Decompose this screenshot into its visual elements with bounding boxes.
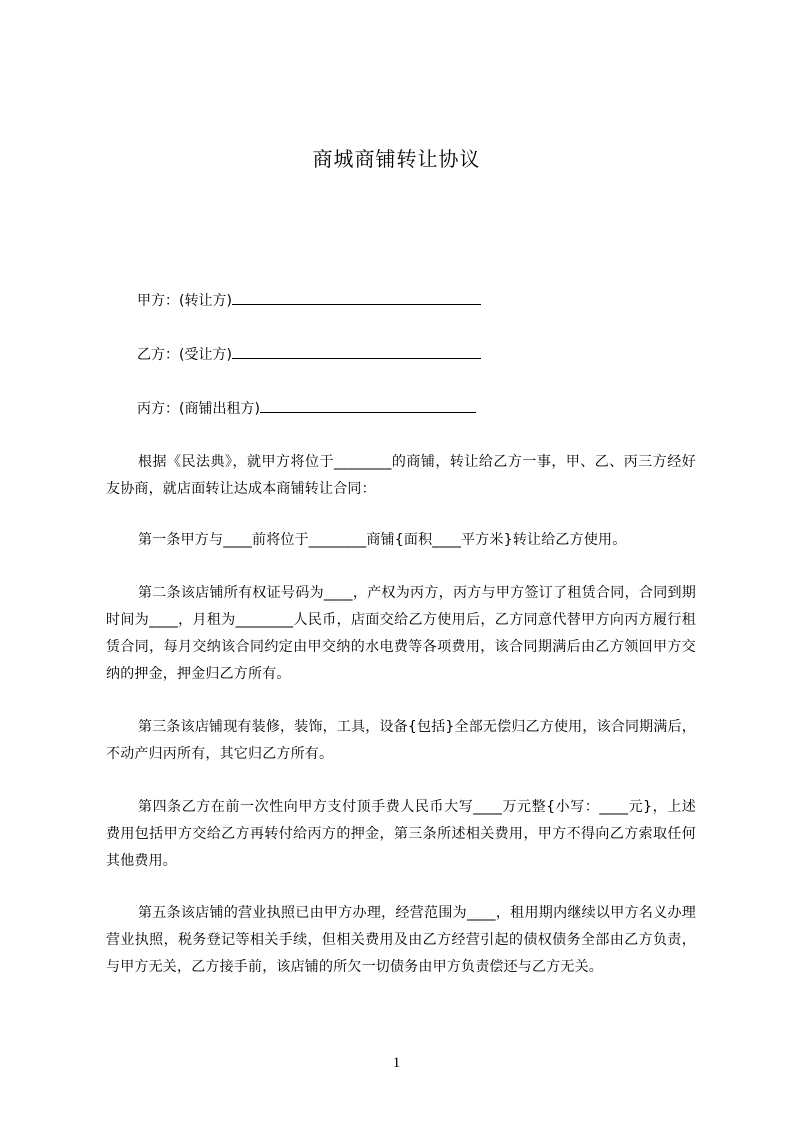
party-a-blank (232, 290, 481, 305)
party-a-line (137, 290, 481, 311)
article-5-paragraph: 第五条该店铺的营业执照已由甲方办理，经营范围为____，租用期内继续以甲方名义办理营业执照，税务登记等相关手续，但相关费用及由乙方经营引起的债权债务全部由乙方负责，与甲方无关，乙方接手前，该店铺的所欠一切债务由甲方负责偿还与乙方无关。 (106, 905, 696, 975)
article-2-paragraph: 第二条该店铺所有权证号码为____，产权为丙方，丙方与甲方签订了租赁合同，合同到期时间为____，月租为________人民币，店面交给乙方使用后，乙方同意代替甲方向丙方履行租赁合同，每月交纳该合同约定由甲交纳的水电费等各项费用，该合同期满后由乙方领回甲方交纳的押金，押金归乙方所有。 (106, 585, 696, 682)
document-title: 商城商铺转让协议 (312, 147, 481, 171)
party-c-blank (260, 398, 476, 413)
article-3-paragraph: 第三条该店铺现有装修，装饰，工具，设备{包括}全部无偿归乙方使用，该合同期满后，不动产归丙所有，其它归乙方所有。 (106, 719, 696, 762)
party-a-label: 甲方：(转让方) (137, 293, 232, 309)
party-c-label: 丙方：(商铺出租方) (137, 401, 260, 417)
party-b-line (137, 344, 481, 365)
party-b-label: 乙方：(受让方) (137, 347, 232, 363)
party-b-blank (232, 344, 481, 359)
article-1-paragraph: 第一条甲方与____前将位于________商铺{面积____平方米}转让给乙方使用。 (138, 532, 627, 548)
article-4-paragraph: 第四条乙方在前一次性向甲方支付顶手费人民币大写____万元整{小写：____元}，上述费用包括甲方交给乙方再转付给丙方的押金，第三条所述相关费用，甲方不得向乙方索取任何其他费用。 (106, 799, 696, 869)
party-c-line (137, 398, 476, 419)
intro-paragraph: 根据《民法典》，就甲方将位于________的商铺，转让给乙方一事，甲、乙、丙三方经好友协商，就店面转让达成本商铺转让合同： (106, 454, 696, 497)
page-number: 1 (392, 1055, 401, 1071)
